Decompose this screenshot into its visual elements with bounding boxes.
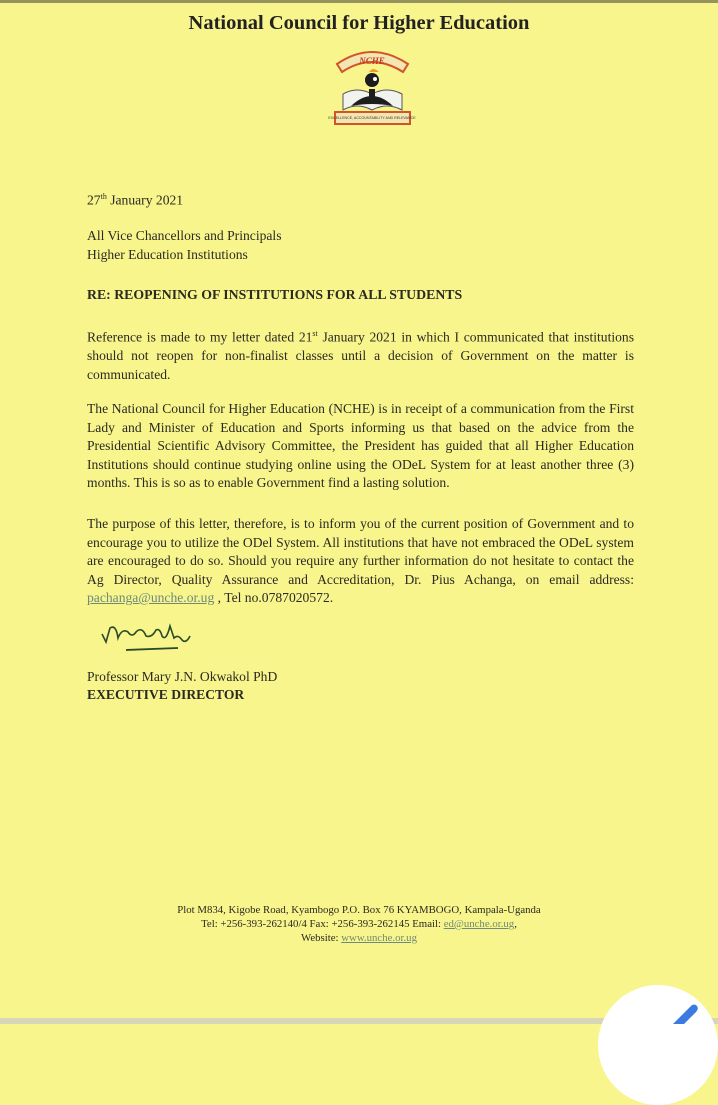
letter-date: 27th January 2021 <box>87 192 184 208</box>
paragraph-2: The National Council for Higher Education (NCHE) is in receipt of a communication from the First Lady and Minister of Education and Sports informing us that based on the advice from the Presidential Scientific Advisory Committee, the President has guided that all Higher Education Institutions should continue studying online using the ODeL System for at least another three (3) months. This is so as to enable Government find a lasting solution. <box>87 401 634 490</box>
organization-title: National Council for Higher Education <box>188 12 530 34</box>
window-top-edge <box>0 0 718 3</box>
addressee <box>87 227 634 264</box>
addressee-line-1: All Vice Chancellors and Principals <box>87 228 282 243</box>
nche-logo <box>325 42 420 130</box>
subject-line: RE: REOPENING OF INSTITUTIONS FOR ALL STUDENTS <box>87 287 463 302</box>
paragraph-3: The purpose of this letter, therefore, is to inform you of the current position of Government and to encourage you to utilize the ODel System. All institutions that have not embraced the ODeL system are encouraged to do so. Should you require any further information do not hesitate to contact the Ag Director, Quality Assurance and Accreditation, Dr. Pius Achanga, on email address: pachanga@unche.or.ug , Tel no.0787020572. <box>87 516 634 605</box>
contact-email-link[interactable]: pachanga@unche.or.ug <box>87 590 215 605</box>
signer-name: Professor Mary J.N. Okwakol PhD <box>87 669 278 684</box>
signer-title: EXECUTIVE DIRECTOR <box>87 687 245 702</box>
paragraph-1: Reference is made to my letter dated 21st January 2021 in which I communicated that institutions should not reopen for non-finalist classes until a decision of Government on the matter is communicated. <box>87 329 635 382</box>
logo-motto: EXCELLENCE, ACCOUNTABILITY AND RELEVANCE <box>328 116 416 120</box>
footer-address: Plot M834, Kigobe Road, Kyambogo P.O. Box 76 KYAMBOGO, Kampala-Uganda <box>177 904 541 916</box>
edit-button[interactable] <box>598 985 718 1105</box>
addressee-line-2: Higher Education Institutions <box>87 246 248 262</box>
footer-website: Website: www.unche.or.ug <box>301 932 417 944</box>
letterhead-footer <box>0 903 718 945</box>
footer-contacts: Tel: +256-393-262140/4 Fax: +256-393-262145 Email: ed@unche.or.ug, <box>201 918 517 930</box>
signature <box>98 618 208 658</box>
logo-label: NCHE <box>359 56 385 66</box>
website-link[interactable]: www.unche.or.ug <box>341 932 417 944</box>
pencil-icon <box>669 1002 699 1024</box>
footer-email-link[interactable]: ed@unche.or.ug <box>443 918 515 930</box>
